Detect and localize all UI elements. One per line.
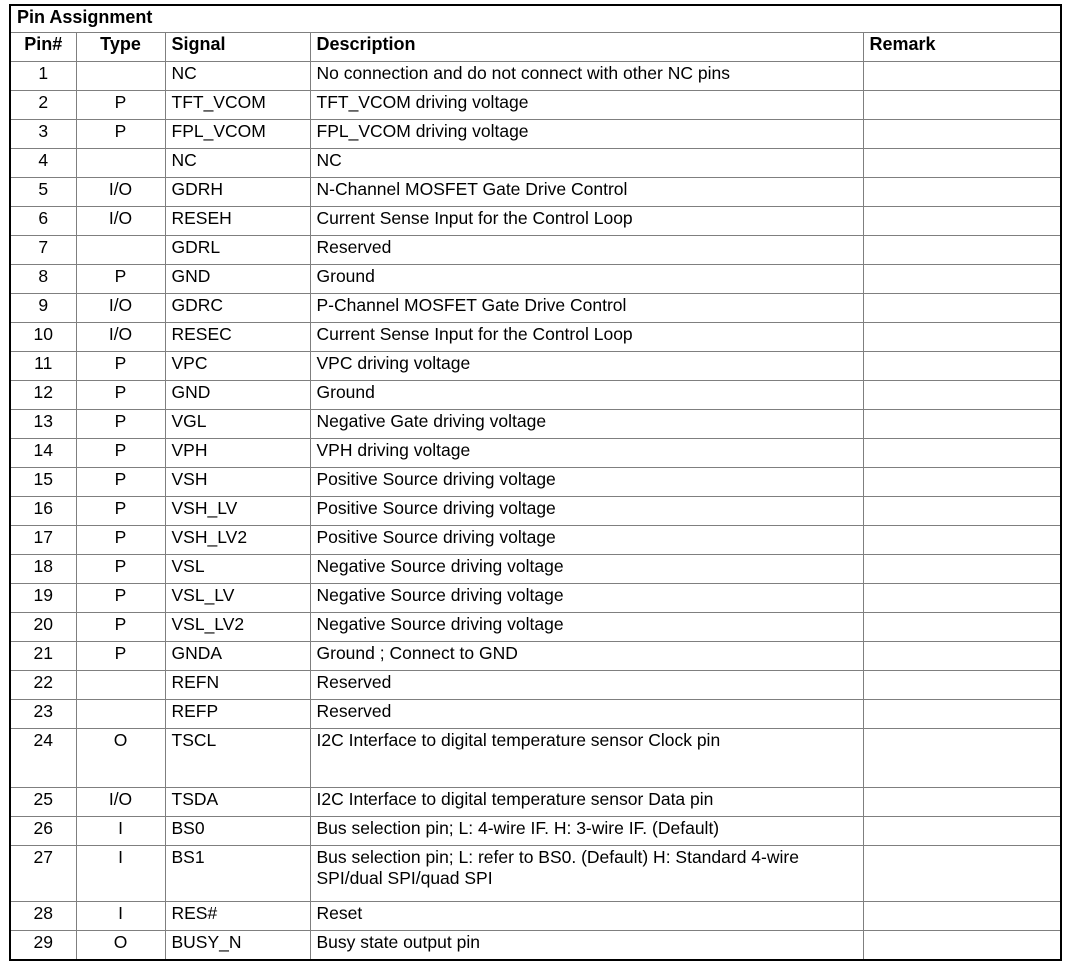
cell-desc: Current Sense Input for the Control Loop <box>310 207 863 236</box>
cell-pin: 19 <box>10 584 76 613</box>
cell-type: P <box>76 497 165 526</box>
cell-desc: Bus selection pin; L: refer to BS0. (Default) H: Standard 4-wire SPI/dual SPI/quad SPI <box>310 846 863 902</box>
cell-desc: Reserved <box>310 671 863 700</box>
column-header-pin: Pin# <box>10 33 76 62</box>
cell-remark <box>863 236 1061 265</box>
table-header-row <box>10 33 1061 62</box>
table-title: Pin Assignment <box>10 5 1061 33</box>
table-row <box>10 902 1061 931</box>
cell-type <box>76 671 165 700</box>
table-row <box>10 817 1061 846</box>
pin-assignment-table <box>9 4 1062 961</box>
cell-signal: VPH <box>165 439 310 468</box>
cell-pin: 25 <box>10 788 76 817</box>
cell-type: O <box>76 931 165 961</box>
cell-remark <box>863 323 1061 352</box>
table-row <box>10 526 1061 555</box>
pin-assignment-table-body <box>10 5 1061 960</box>
cell-signal: VPC <box>165 352 310 381</box>
cell-desc: FPL_VCOM driving voltage <box>310 120 863 149</box>
cell-remark <box>863 497 1061 526</box>
cell-type <box>76 149 165 178</box>
cell-desc: I2C Interface to digital temperature sensor Clock pin <box>310 729 863 788</box>
cell-desc: Negative Source driving voltage <box>310 613 863 642</box>
cell-type: I/O <box>76 178 165 207</box>
cell-pin: 4 <box>10 149 76 178</box>
cell-remark <box>863 642 1061 671</box>
table-row <box>10 323 1061 352</box>
cell-signal: NC <box>165 149 310 178</box>
cell-type: O <box>76 729 165 788</box>
table-row <box>10 120 1061 149</box>
cell-remark <box>863 381 1061 410</box>
cell-pin: 18 <box>10 555 76 584</box>
table-row <box>10 91 1061 120</box>
cell-remark <box>863 584 1061 613</box>
cell-pin: 23 <box>10 700 76 729</box>
cell-pin: 13 <box>10 410 76 439</box>
cell-pin: 8 <box>10 265 76 294</box>
cell-pin: 24 <box>10 729 76 788</box>
cell-signal: TSCL <box>165 729 310 788</box>
table-row <box>10 788 1061 817</box>
table-row <box>10 468 1061 497</box>
cell-signal: NC <box>165 62 310 91</box>
cell-desc: Positive Source driving voltage <box>310 497 863 526</box>
cell-pin: 3 <box>10 120 76 149</box>
table-row <box>10 236 1061 265</box>
cell-signal: GND <box>165 265 310 294</box>
cell-type: P <box>76 265 165 294</box>
cell-type <box>76 236 165 265</box>
cell-desc: P-Channel MOSFET Gate Drive Control <box>310 294 863 323</box>
cell-signal: BS0 <box>165 817 310 846</box>
cell-desc: VPH driving voltage <box>310 439 863 468</box>
cell-pin: 1 <box>10 62 76 91</box>
cell-type: I <box>76 817 165 846</box>
cell-desc: Ground <box>310 265 863 294</box>
cell-type: I/O <box>76 294 165 323</box>
table-row <box>10 62 1061 91</box>
column-header-description: Description <box>310 33 863 62</box>
cell-desc: Negative Source driving voltage <box>310 584 863 613</box>
cell-signal: FPL_VCOM <box>165 120 310 149</box>
cell-pin: 6 <box>10 207 76 236</box>
cell-remark <box>863 613 1061 642</box>
table-row <box>10 729 1061 788</box>
cell-signal: REFN <box>165 671 310 700</box>
cell-signal: GDRL <box>165 236 310 265</box>
cell-type: I/O <box>76 207 165 236</box>
cell-signal: REFP <box>165 700 310 729</box>
cell-type: I <box>76 846 165 902</box>
column-header-type: Type <box>76 33 165 62</box>
cell-desc: Positive Source driving voltage <box>310 468 863 497</box>
cell-pin: 10 <box>10 323 76 352</box>
cell-signal: VGL <box>165 410 310 439</box>
cell-signal: TFT_VCOM <box>165 91 310 120</box>
cell-type: P <box>76 584 165 613</box>
cell-remark <box>863 352 1061 381</box>
cell-desc: Reset <box>310 902 863 931</box>
cell-pin: 9 <box>10 294 76 323</box>
cell-remark <box>863 468 1061 497</box>
cell-remark <box>863 149 1061 178</box>
cell-signal: RESEC <box>165 323 310 352</box>
cell-remark <box>863 817 1061 846</box>
cell-desc: Bus selection pin; L: 4-wire IF. H: 3-wire IF. (Default) <box>310 817 863 846</box>
cell-pin: 11 <box>10 352 76 381</box>
table-row <box>10 642 1061 671</box>
table-row <box>10 613 1061 642</box>
cell-remark <box>863 555 1061 584</box>
cell-remark <box>863 120 1061 149</box>
cell-pin: 21 <box>10 642 76 671</box>
table-row <box>10 700 1061 729</box>
cell-type: P <box>76 526 165 555</box>
cell-remark <box>863 294 1061 323</box>
table-row <box>10 410 1061 439</box>
cell-remark <box>863 931 1061 961</box>
cell-remark <box>863 700 1061 729</box>
cell-remark <box>863 91 1061 120</box>
cell-pin: 14 <box>10 439 76 468</box>
cell-pin: 22 <box>10 671 76 700</box>
cell-remark <box>863 178 1061 207</box>
cell-signal: GND <box>165 381 310 410</box>
table-row <box>10 265 1061 294</box>
table-row <box>10 149 1061 178</box>
cell-remark <box>863 207 1061 236</box>
cell-remark <box>863 62 1061 91</box>
table-row <box>10 931 1061 961</box>
cell-signal: GDRH <box>165 178 310 207</box>
cell-desc: N-Channel MOSFET Gate Drive Control <box>310 178 863 207</box>
cell-signal: VSL_LV2 <box>165 613 310 642</box>
column-header-signal: Signal <box>165 33 310 62</box>
cell-signal: VSH <box>165 468 310 497</box>
cell-type: P <box>76 555 165 584</box>
cell-desc: Negative Source driving voltage <box>310 555 863 584</box>
column-header-remark: Remark <box>863 33 1061 62</box>
cell-type: P <box>76 439 165 468</box>
cell-signal: VSH_LV2 <box>165 526 310 555</box>
table-row <box>10 178 1061 207</box>
cell-desc: TFT_VCOM driving voltage <box>310 91 863 120</box>
cell-pin: 20 <box>10 613 76 642</box>
table-row <box>10 555 1061 584</box>
cell-desc: I2C Interface to digital temperature sensor Data pin <box>310 788 863 817</box>
cell-pin: 28 <box>10 902 76 931</box>
cell-remark <box>863 410 1061 439</box>
cell-type: I/O <box>76 323 165 352</box>
cell-pin: 29 <box>10 931 76 961</box>
table-row <box>10 846 1061 902</box>
cell-remark <box>863 265 1061 294</box>
table-row <box>10 381 1061 410</box>
cell-remark <box>863 788 1061 817</box>
cell-signal: VSL_LV <box>165 584 310 613</box>
cell-type: I/O <box>76 788 165 817</box>
table-row <box>10 497 1061 526</box>
cell-type: P <box>76 381 165 410</box>
table-row <box>10 294 1061 323</box>
cell-pin: 26 <box>10 817 76 846</box>
cell-signal: TSDA <box>165 788 310 817</box>
table-row <box>10 439 1061 468</box>
cell-type: I <box>76 902 165 931</box>
cell-desc: Reserved <box>310 236 863 265</box>
cell-signal: BUSY_N <box>165 931 310 961</box>
cell-desc: VPC driving voltage <box>310 352 863 381</box>
table-title-row <box>10 5 1061 33</box>
cell-type: P <box>76 468 165 497</box>
cell-type <box>76 700 165 729</box>
cell-type <box>76 62 165 91</box>
cell-signal: RESEH <box>165 207 310 236</box>
cell-desc: Reserved <box>310 700 863 729</box>
cell-remark <box>863 439 1061 468</box>
cell-pin: 27 <box>10 846 76 902</box>
cell-desc: Ground ; Connect to GND <box>310 642 863 671</box>
table-row <box>10 207 1061 236</box>
cell-desc: NC <box>310 149 863 178</box>
cell-type: P <box>76 91 165 120</box>
cell-pin: 16 <box>10 497 76 526</box>
cell-desc: No connection and do not connect with other NC pins <box>310 62 863 91</box>
cell-remark <box>863 729 1061 788</box>
cell-pin: 15 <box>10 468 76 497</box>
cell-pin: 5 <box>10 178 76 207</box>
cell-type: P <box>76 410 165 439</box>
cell-type: P <box>76 352 165 381</box>
cell-pin: 17 <box>10 526 76 555</box>
table-row <box>10 352 1061 381</box>
cell-signal: GNDA <box>165 642 310 671</box>
table-row <box>10 671 1061 700</box>
cell-signal: RES# <box>165 902 310 931</box>
table-row <box>10 584 1061 613</box>
pin-assignment-table-container <box>9 4 1062 961</box>
cell-desc: Negative Gate driving voltage <box>310 410 863 439</box>
cell-remark <box>863 846 1061 902</box>
cell-pin: 2 <box>10 91 76 120</box>
cell-type: P <box>76 120 165 149</box>
cell-desc: Busy state output pin <box>310 931 863 961</box>
cell-type: P <box>76 642 165 671</box>
cell-remark <box>863 902 1061 931</box>
cell-signal: VSL <box>165 555 310 584</box>
cell-desc: Positive Source driving voltage <box>310 526 863 555</box>
cell-signal: GDRC <box>165 294 310 323</box>
cell-pin: 12 <box>10 381 76 410</box>
cell-remark <box>863 526 1061 555</box>
cell-type: P <box>76 613 165 642</box>
cell-signal: VSH_LV <box>165 497 310 526</box>
cell-desc: Current Sense Input for the Control Loop <box>310 323 863 352</box>
cell-desc: Ground <box>310 381 863 410</box>
cell-pin: 7 <box>10 236 76 265</box>
cell-remark <box>863 671 1061 700</box>
cell-signal: BS1 <box>165 846 310 902</box>
